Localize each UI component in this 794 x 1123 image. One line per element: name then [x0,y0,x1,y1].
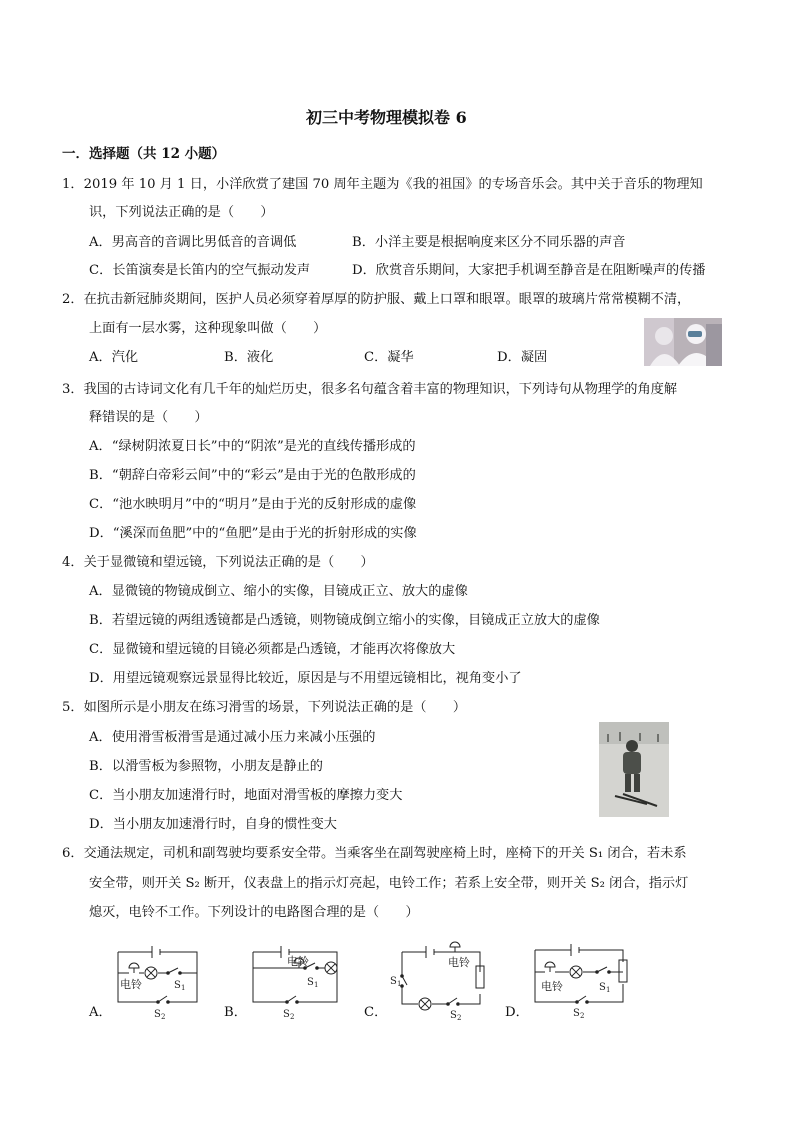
q1-option-c: C．长笛演奏是长笛内的空气振动发声 [89,263,311,278]
circuit-b-s1-label: S [307,977,314,988]
q3-option-c: C．“池水映明月”中的“明月”是由于光的反射形成的虚像 [89,497,417,512]
q6-option-a-label: A． [89,1005,112,1020]
q5-stem-line1: 5．如图所示是小朋友在练习滑雪的场景，下列说法正确的是（ ） [62,700,467,715]
circuit-d-s1-sub: 1 [606,986,611,994]
q5-option-d: D．当小朋友加速滑行时，自身的惯性变大 [89,817,337,832]
q3-option-a: A．“绿树阴浓夏日长”中的“阴浓”是光的直线传播形成的 [89,439,416,454]
circuit-a-s2-label: S [154,1009,161,1020]
q1-option-a: A．男高音的音调比男低音的音调低 [89,235,297,250]
circuit-d-s2-sub: 2 [580,1012,585,1020]
q6-stem-line1: 6．交通法规定，司机和副驾驶均要系安全带。当乘客坐在副驾驶座椅上时，座椅下的开关 S₁ 闭合，若未系 [62,846,687,861]
q1-stem-line2: 识，下列说法正确的是（ ） [89,205,274,220]
circuit-diagram-c [388,938,488,1020]
circuit-a-s1-label: S [174,980,181,991]
q3-option-b: B．“朝辞白帝彩云间”中的“彩云”是由于光的色散形成的 [89,468,416,483]
q1-stem-line1: 1．2019 年 10 月 1 日，小洋欣赏了建国 70 周年主题为《我的祖国》的专场音乐会。其中关于音乐的物理知 [62,177,703,192]
circuit-d-s1-label: S [599,982,606,993]
circuit-a-s1-sub: 1 [181,984,186,992]
circuit-b-s2-label: S [283,1009,290,1020]
q1-option-b: B．小洋主要是根据响度来区分不同乐器的声音 [352,235,626,250]
section-heading: 一．选择题（共 12 小题） [62,146,226,162]
q5-option-b: B．以滑雪板为参照物，小朋友是静止的 [89,759,323,774]
q5-option-c: C．当小朋友加速滑行时，地面对滑雪板的摩擦力变大 [89,788,403,803]
medical-staff-photo [644,318,722,366]
q3-stem-line2: 释错误的是（ ） [89,410,208,425]
q4-stem-line1: 4．关于显微镜和望远镜，下列说法正确的是（ ） [62,555,374,570]
circuit-a-s2-sub: 2 [161,1013,166,1020]
circuit-b-s2-sub: 2 [290,1013,295,1020]
q4-option-c: C．显微镜和望远镜的目镜必须都是凸透镜，才能再次将像放大 [89,642,456,657]
circuit-c-s1-sub: 1 [397,980,402,988]
circuit-d-s2-label: S [573,1008,580,1019]
q2-option-d: D．凝固 [497,350,548,365]
q4-option-d: D．用望远镜观察远景显得比较近，原因是与不用望远镜相比，视角变小了 [89,671,522,686]
q3-stem-line1: 3．我国的古诗词文化有几千年的灿烂历史，很多名句蕴含着丰富的物理知识，下列诗句从物理学的角度解 [62,382,678,397]
q6-stem-line3: 熄灭，电铃不工作。下列设计的电路图合理的是（ ） [89,905,419,920]
page-title: 初三中考物理模拟卷 6 [306,108,467,127]
circuit-c-s1-label: S [390,976,397,987]
q6-stem-line2: 安全带，则开关 S₂ 断开，仪表盘上的指示灯亮起，电铃工作；若系上安全带，则开关 S₂ 闭合，指示灯 [89,876,689,891]
q4-option-b: B．若望远镜的两组透镜都是凸透镜，则物镜成倒立缩小的实像，目镜成正立放大的虚像 [89,613,600,628]
circuit-c-s2-label: S [450,1010,457,1020]
circuit-d-bell-label: 电铃 [541,980,563,993]
circuit-diagram-b [245,940,345,1020]
skiing-child-photo [599,722,669,817]
circuit-a-bell-label: 电铃 [120,978,142,991]
q2-option-b: B．液化 [224,350,274,365]
q2-stem-line2: 上面有一层水雾，这种现象叫做（ ） [89,321,327,336]
circuit-c-bell-label: 电铃 [448,956,470,969]
q6-option-b-label: B． [224,1005,247,1020]
q4-option-a: A．显微镜的物镜成倒立、缩小的实像，目镜成正立、放大的虚像 [89,584,468,599]
circuit-b-s1-sub: 1 [314,981,319,989]
q5-option-a: A．使用滑雪板滑雪是通过减小压力来减小压强的 [89,730,376,745]
circuit-diagram-a [110,940,205,1020]
circuit-c-s2-sub: 2 [457,1014,462,1020]
q2-option-c: C．凝华 [364,350,414,365]
q6-option-d-label: D． [505,1005,529,1020]
q6-option-c-label: C． [364,1005,388,1020]
q2-stem-line1: 2．在抗击新冠肺炎期间，医护人员必须穿着厚厚的防护服、戴上口罩和眼罩。眼罩的玻璃片常常模糊不清， [62,292,691,307]
q1-option-d: D．欣赏音乐期间，大家把手机调至静音是在阻断噪声的传播 [352,263,706,278]
q2-option-a: A．汽化 [89,350,139,365]
circuit-diagram-d [525,938,633,1020]
circuit-b-bell-label: 电铃 [287,955,309,968]
q3-option-d: D．“溪深而鱼肥”中的“鱼肥”是由于光的折射形成的实像 [89,526,417,541]
